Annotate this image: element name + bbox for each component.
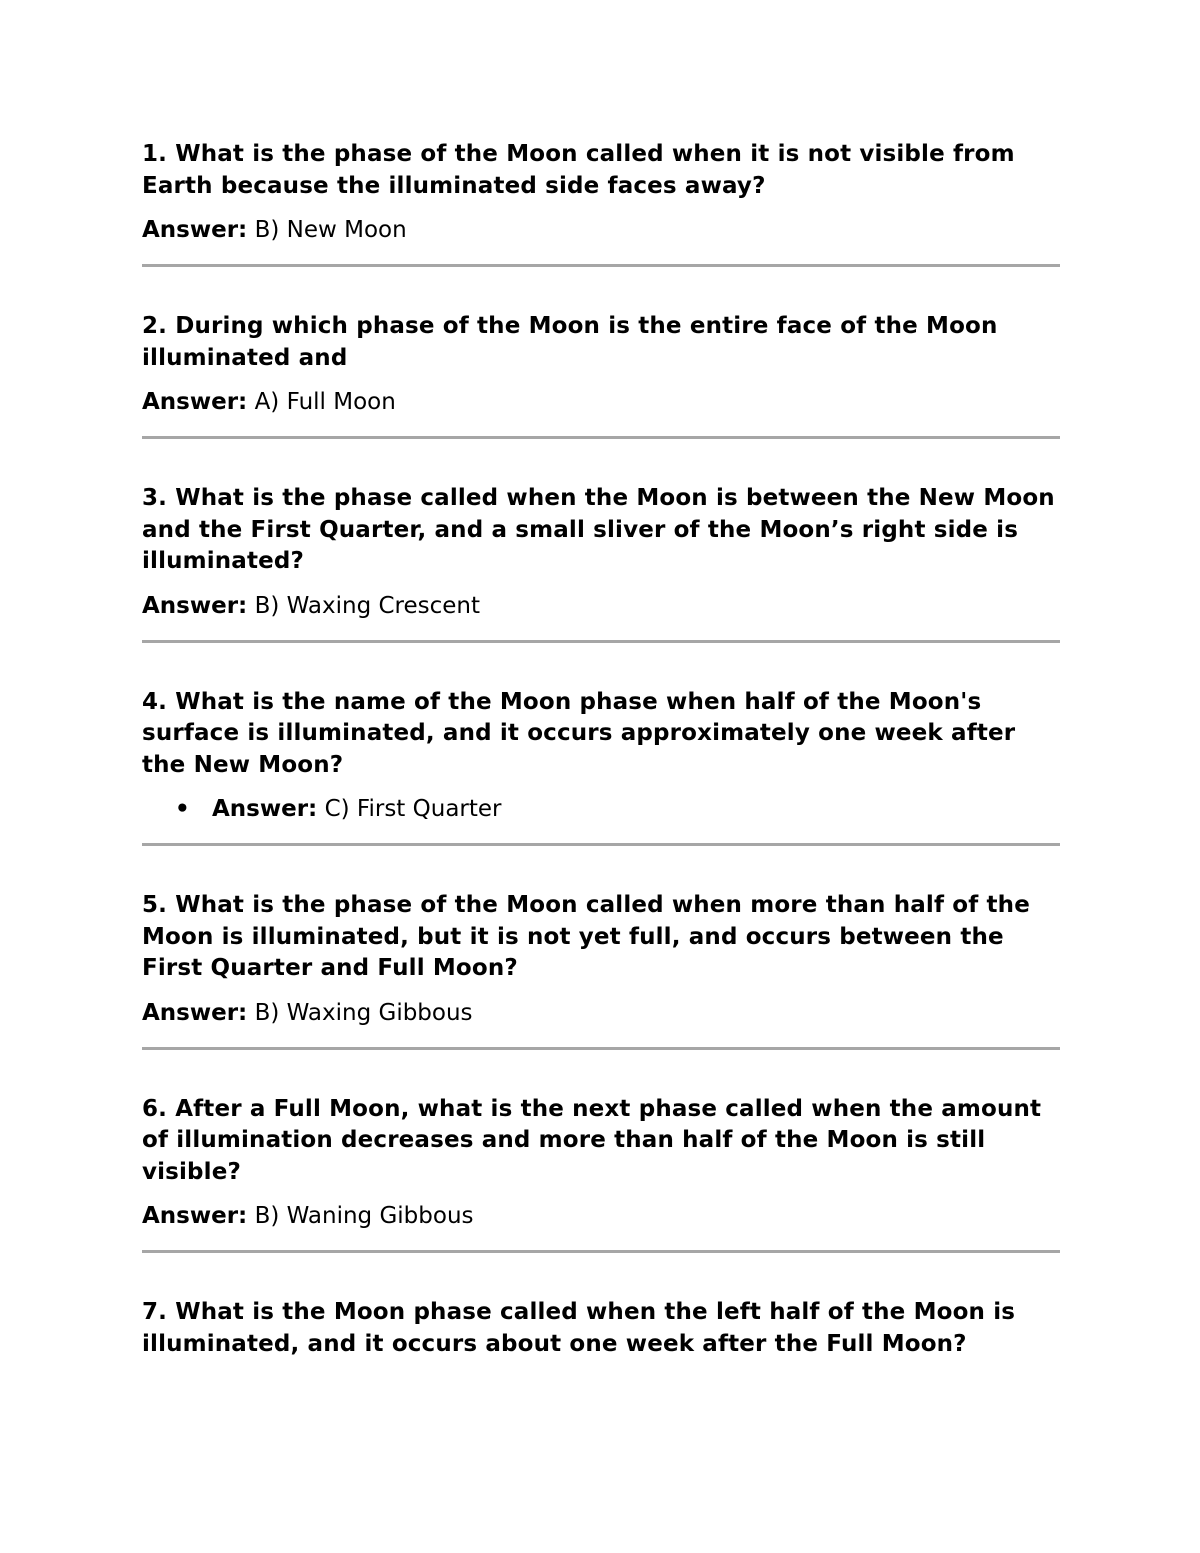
quiz-document <box>142 139 1060 1360</box>
answer-line <box>142 387 1060 418</box>
divider <box>142 264 1060 267</box>
question-block-4 <box>142 687 1060 847</box>
question-text: 2. During which phase of the Moon is the entire face of the Moon illuminated and <box>142 313 998 371</box>
answer-text: B) Waxing Crescent <box>247 592 481 619</box>
question-text: 5. What is the phase of the Moon called when more than half of the Moon is illuminated, but it is not yet full, and occurs between the First Quarter and Full Moon? <box>142 892 1030 981</box>
question-block-1 <box>142 139 1060 267</box>
divider <box>142 640 1060 643</box>
divider <box>142 1250 1060 1253</box>
answer-line <box>142 215 1060 246</box>
answer-text: A) Full Moon <box>247 389 396 415</box>
answer-label: Answer: <box>212 796 318 822</box>
answer-label: Answer: <box>142 389 248 415</box>
question-block-2 <box>142 311 1060 439</box>
question-block-6 <box>142 1094 1060 1254</box>
divider <box>142 436 1060 439</box>
divider <box>142 843 1060 846</box>
answer-text: C) First Quarter <box>317 796 502 822</box>
divider <box>142 1047 1060 1050</box>
question-text: 3. What is the phase called when the Moon is between the New Moon and the First Quarter, and a small sliver of the Moon’s right side is illuminated? <box>142 485 1055 574</box>
question-text: 6. After a Full Moon, what is the next phase called when the amount of illumination decreases and more than half of the Moon is still visible? <box>142 1095 1042 1185</box>
answer-text: B) New Moon <box>247 217 407 243</box>
answer-text: B) Waning Gibbous <box>247 1203 474 1229</box>
question-text: 7. What is the Moon phase called when the left half of the Moon is illuminated, and it occurs about one week after the Full Moon? <box>142 1299 1016 1357</box>
answer-label: Answer: <box>142 217 248 243</box>
answer-label: Answer: <box>142 1203 248 1229</box>
answer-line <box>142 1201 1060 1232</box>
question-block-3 <box>142 483 1060 643</box>
answer-text: B) Waxing Gibbous <box>247 999 473 1026</box>
answer-label: Answer: <box>142 999 248 1026</box>
answer-label: Answer: <box>142 592 248 619</box>
question-text: 4. What is the name of the Moon phase when half of the Moon's surface is illuminated, and it occurs approximately one week after the New Moon? <box>142 688 1016 778</box>
answer-line <box>142 591 1060 622</box>
bullet-icon: • <box>175 796 190 822</box>
answer-list-item <box>142 794 1060 825</box>
question-block-7 <box>142 1297 1060 1360</box>
answer-line <box>142 998 1060 1029</box>
question-text: 1. What is the phase of the Moon called when it is not visible from Earth because the illuminated side faces away? <box>142 141 1015 199</box>
question-block-5 <box>142 890 1060 1050</box>
